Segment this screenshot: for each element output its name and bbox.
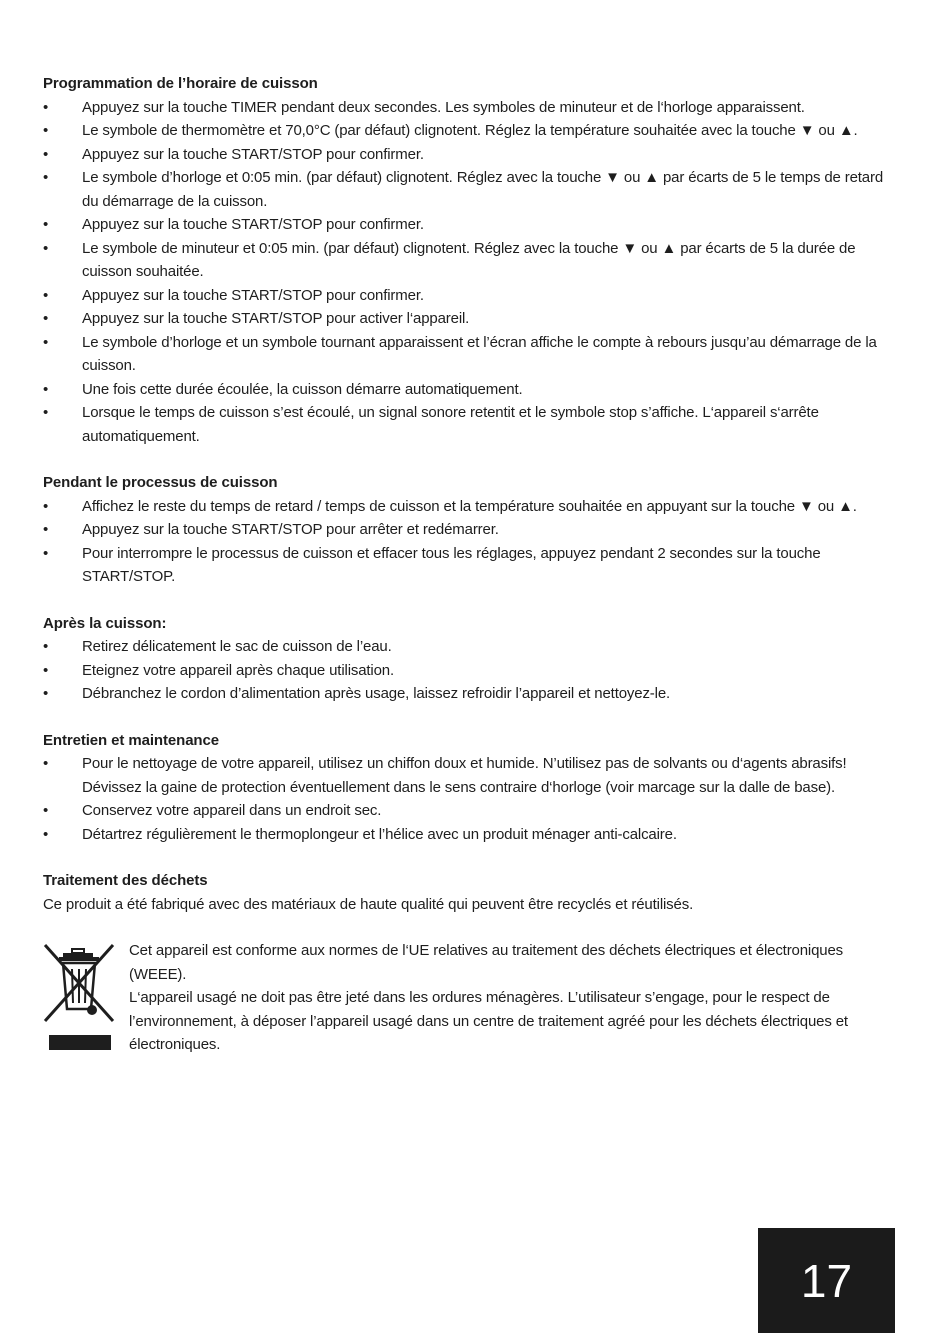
list-item: • Appuyez sur la touche START/STOP pour activer l‘appareil. [43, 307, 903, 331]
list-item: • Pour interrompre le processus de cuisson et effacer tous les réglages, appuyez pendant 2 secondes sur la touche START/STOP. [43, 542, 903, 589]
list-item: • Lorsque le temps de cuisson s’est écoulé, un signal sonore retentit et le symbole stop s’affiche. L‘appareil s‘arrête automatiquement. [43, 401, 903, 448]
bullet-list [43, 495, 903, 589]
list-item: • Affichez le reste du temps de retard / temps de cuisson et la température souhaitée en appuyant sur la touche ▼ ou ▲. [43, 495, 903, 519]
section-programmation [43, 72, 903, 448]
section-apres [43, 612, 903, 706]
section-heading: Pendant le processus de cuisson [43, 474, 278, 491]
list-item: • Détartrez régulièrement le thermoplongeur et l’hélice avec un produit ménager anti-calcaire. [43, 823, 903, 847]
list-item: • Le symbole de thermomètre et 70,0°C (par défaut) clignotent. Réglez la température souhaitée avec la touche ▼ ou ▲. [43, 119, 903, 143]
weee-block [43, 939, 903, 1057]
weee-conformity: Cet appareil est conforme aux normes de l‘UE relatives au traitement des déchets électriques et électroniques (WEEE). [129, 942, 844, 983]
crossed-out-wheelie-bin-icon [43, 939, 129, 1057]
list-item: • Une fois cette durée écoulée, la cuisson démarre automatiquement. [43, 378, 903, 402]
bullet-list [43, 635, 903, 706]
page-number: 17 [758, 1228, 895, 1333]
section-heading: Traitement des déchets [43, 872, 208, 889]
list-item: • Eteignez votre appareil après chaque utilisation. [43, 659, 903, 683]
list-item: • Appuyez sur la touche START/STOP pour confirmer. [43, 284, 903, 308]
weee-instructions: L‘appareil usagé ne doit pas être jeté dans les ordures ménagères. L’utilisateur s’engage, pour le respect de l’environnement, à déposer l’appareil usagé dans un centre de traitement agréé pour les déchets électriques et électroniques. [129, 989, 848, 1053]
list-item: • Retirez délicatement le sac de cuisson de l’eau. [43, 635, 903, 659]
list-item: • Le symbole d’horloge et un symbole tournant apparaissent et l’écran affiche le compte à rebours jusqu’au démarrage de la cuisson. [43, 331, 903, 378]
page-content [43, 72, 903, 1080]
bullet-list [43, 96, 903, 449]
list-item: • Pour le nettoyage de votre appareil, utilisez un chiffon doux et humide. N’utilisez pas de solvants ou d‘agents abrasifs! Dévissez la gaine de protection éventuellement dans le sens contraire d‘horloge (voir marcage sur la dalle de base). [43, 752, 903, 799]
list-item: • Appuyez sur la touche START/STOP pour confirmer. [43, 143, 903, 167]
list-item: • Appuyez sur la touche TIMER pendant deux secondes. Les symboles de minuteur et de l‘horloge apparaissent. [43, 96, 903, 120]
section-entretien [43, 729, 903, 847]
list-item: • Le symbole d’horloge et 0:05 min. (par défaut) clignotent. Réglez avec la touche ▼ ou ▲ par écarts de 5 le temps de retard du démarrage de la cuisson. [43, 166, 903, 213]
list-item: • Conservez votre appareil dans un endroit sec. [43, 799, 903, 823]
section-heading: Après la cuisson: [43, 614, 167, 632]
list-item: • Appuyez sur la touche START/STOP pour arrêter et redémarrer. [43, 518, 903, 542]
list-item: • Appuyez sur la touche START/STOP pour confirmer. [43, 213, 903, 237]
section-dechets [43, 869, 903, 1057]
list-item: • Débranchez le cordon d’alimentation après usage, laissez refroidir l’appareil et nettoyez-le. [43, 682, 903, 706]
section-heading: Entretien et maintenance [43, 731, 219, 749]
section-pendant [43, 471, 903, 589]
weee-text [129, 939, 899, 1057]
list-item: • Le symbole de minuteur et 0:05 min. (par défaut) clignotent. Réglez avec la touche ▼ ou ▲ par écarts de 5 la durée de cuisson souhaitée. [43, 237, 903, 284]
section-heading: Programmation de l’horaire de cuisson [43, 75, 318, 92]
disposal-intro: Ce produit a été fabriqué avec des matériaux de haute qualité qui peuvent être recyclés et réutilisés. [43, 895, 694, 913]
bullet-list [43, 752, 903, 846]
